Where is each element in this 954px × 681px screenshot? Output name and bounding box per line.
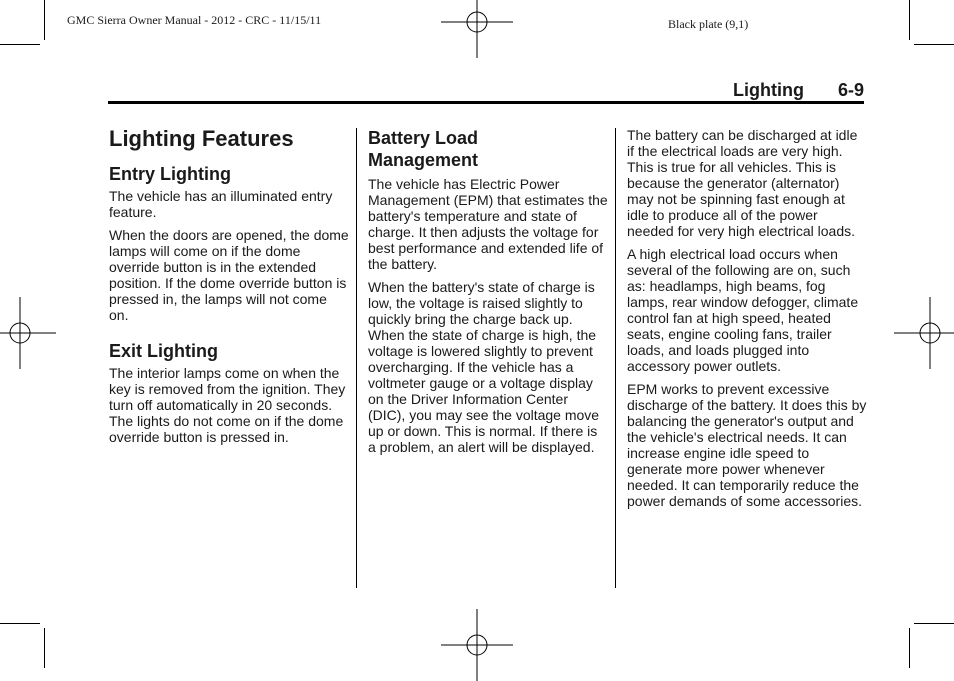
registration-mark-icon [894, 297, 954, 369]
print-slug-left: GMC Sierra Owner Manual - 2012 - CRC - 11/15/11 [67, 13, 322, 27]
battery-heading-line-1: Battery Load [368, 128, 479, 148]
column-2 [368, 127, 608, 462]
running-header [108, 80, 864, 102]
exit-lighting-paragraph: The interior lamps come on when the key is removed from the ignition. They turn off automatically in 20 seconds. The lights do not come on if the dome override button is pressed in. [109, 365, 346, 445]
exit-lighting-heading: Exit Lighting [109, 341, 218, 361]
column-divider [356, 128, 357, 588]
entry-lighting-paragraph: The vehicle has an illuminated entry feature. [109, 188, 333, 220]
column-1 [109, 126, 349, 452]
header-page-number: 6-9 [837, 80, 864, 100]
crop-mark [44, 0, 45, 40]
column-divider [615, 128, 616, 588]
header-rule [108, 101, 864, 104]
header-section: Lighting [733, 80, 804, 100]
column-3 [627, 127, 867, 516]
page-title: Lighting Features [109, 126, 294, 151]
crop-mark [914, 623, 954, 624]
entry-lighting-paragraph: When the doors are opened, the dome lamps will come on if the dome override button is in the extended position. If the dome override button is pressed in, the lamps will not come on. [109, 227, 349, 323]
crop-mark [0, 44, 40, 45]
battery-paragraph: EPM works to prevent excessive discharge of the battery. It does this by balancing the generator's output and the vehicle's electrical needs. It can increase engine idle speed to generate more power whenever needed. It can temporarily reduce the power demands of some accessories. [627, 381, 867, 509]
registration-mark-icon [441, 609, 513, 681]
battery-heading-line-2: Management [368, 150, 479, 170]
battery-paragraph: The battery can be discharged at idle if the electrical loads are very high. This is true for all vehicles. This is because the generator (alternator) may not be spinning fast enough at idle to produce all of the power needed for very high electrical loads. [627, 127, 858, 239]
entry-lighting-heading: Entry Lighting [109, 164, 231, 184]
battery-paragraph: The vehicle has Electric Power Management (EPM) that estimates the battery's temperature and state of charge. It then adjusts the voltage for best performance and extended life of the battery. [368, 176, 608, 272]
battery-paragraph: When the battery's state of charge is low, the voltage is raised slightly to quickly bring the charge back up. When the state of charge is high, the voltage is lowered slightly to prevent overcharging. If the vehicle has a voltmeter gauge or a voltage display on the Driver Information Center (DIC), you may see the voltage move up or down. This is normal. If there is a problem, an alert will be displayed. [368, 279, 600, 455]
registration-mark-icon [0, 297, 56, 369]
battery-paragraph: A high electrical load occurs when several of the following are on, such as: headlamps, high beams, fog lamps, rear window defogger, climate control fan at high speed, heated seats, engine cooling fans, trailer loads, and loads plugged into accessory power outlets. [627, 246, 859, 374]
print-slug-right: Black plate (9,1) [668, 17, 749, 31]
crop-mark [909, 628, 910, 668]
battery-load-heading [368, 127, 608, 171]
crop-mark [909, 0, 910, 40]
crop-mark [914, 44, 954, 45]
crop-mark [44, 628, 45, 668]
registration-mark-icon [441, 0, 513, 58]
crop-mark [0, 623, 40, 624]
